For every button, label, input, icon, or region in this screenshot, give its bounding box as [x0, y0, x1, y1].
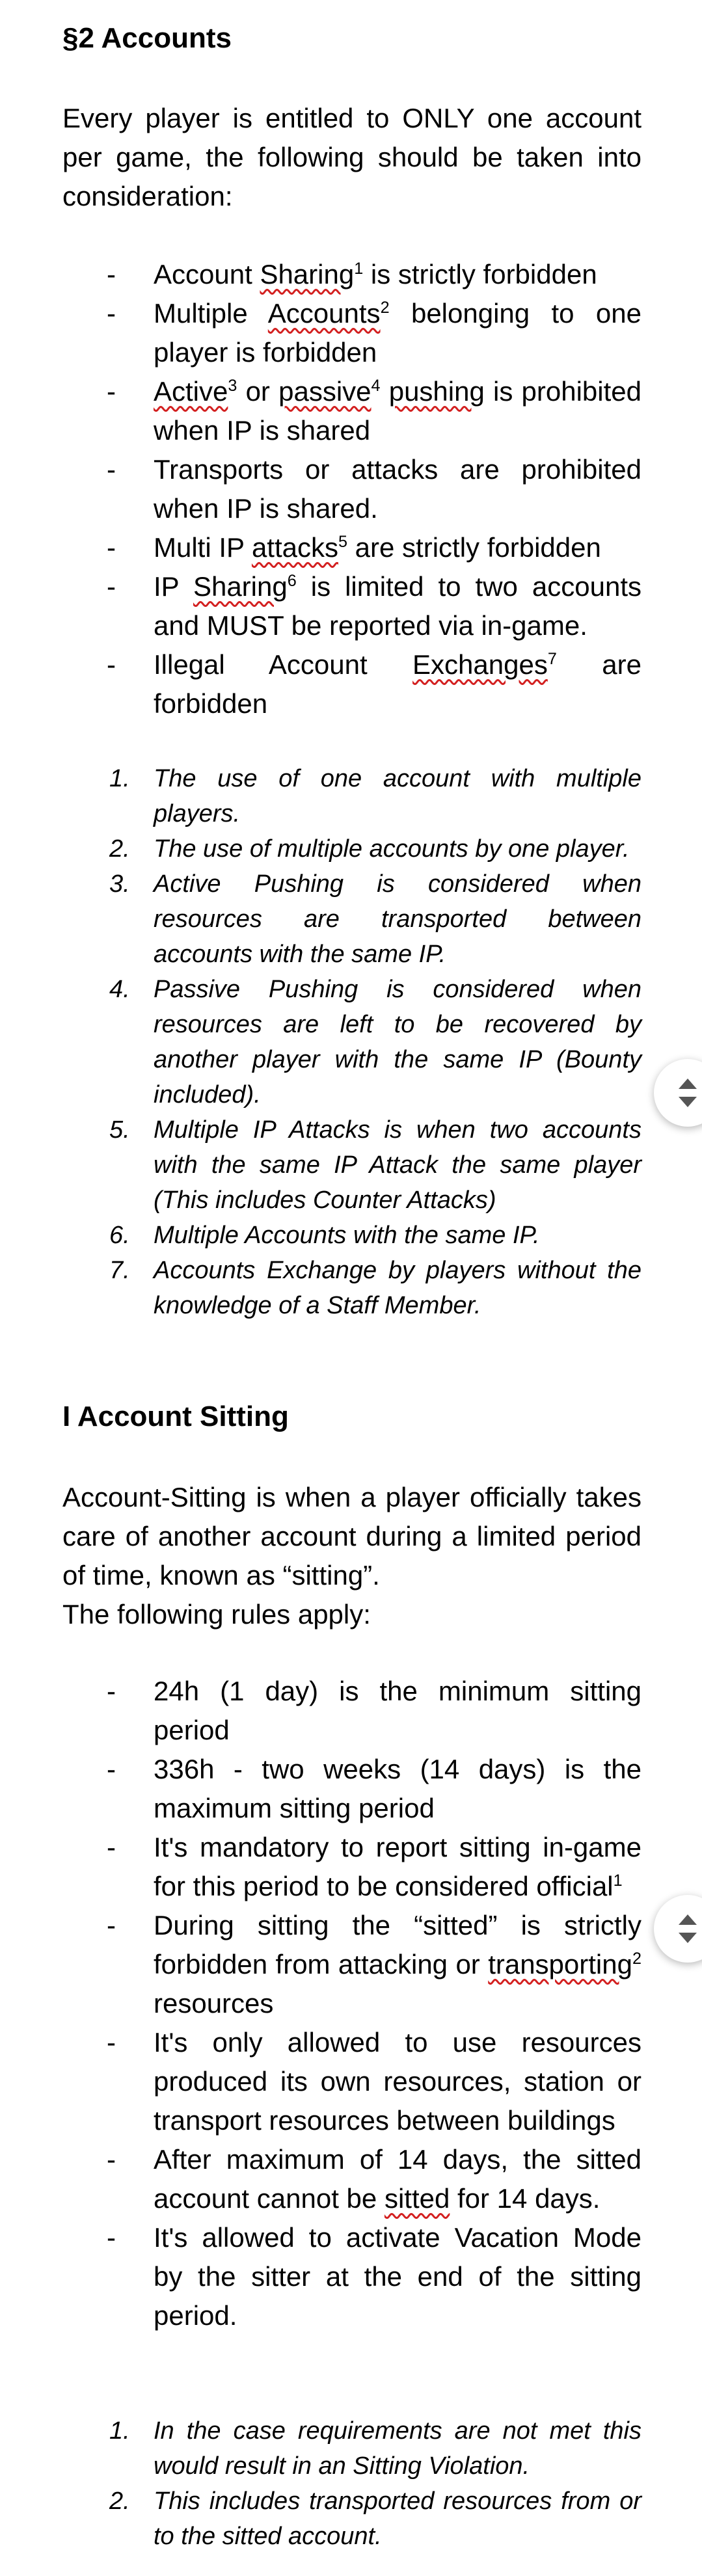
- footnote-item: 7. Accounts Exchange by players without the knowledge of a Staff Member.: [109, 1257, 641, 1319]
- rule-item: - 336h - two weeks (14 days) is the maximum sitting period: [62, 1750, 641, 1828]
- rule-item: - It's mandatory to report sitting in-game for this period to be considered official$^1$: [62, 1828, 641, 1906]
- rule-item: - During sitting the “sitted” is strictly forbidden from attacking or transporting$^2$ resources: [62, 1906, 641, 2023]
- sitting-rule-list: [62, 1672, 641, 2335]
- sitting-intro: Account-Sitting is when a player officially takes care of another account during a limited period of time, known as “sitting”. The following rules apply:: [62, 1482, 641, 1630]
- footnote-item: 4. Passive Pushing is considered when resources are left to be recovered by another player with the same IP (Bounty included).: [109, 976, 641, 1108]
- rule-item: - Active$^3$ or passive$^4$ pushing is prohibited when IP is shared: [62, 372, 641, 450]
- rule-item: - 24h (1 day) is the minimum sitting period: [62, 1672, 641, 1750]
- rule-item: - Transports or attacks are prohibited when IP is shared.: [62, 450, 641, 528]
- footnote-item: 2. This includes transported resources from or to the sitted account.: [109, 2488, 641, 2550]
- scroll-button[interactable]: [654, 1895, 702, 1963]
- sitting-footnote-list: [62, 2413, 641, 2554]
- rule-item: - It's only allowed to use resources produced its own resources, station or transport resources between buildings: [62, 2023, 641, 2140]
- footnote-item: 2. The use of multiple accounts by one player.: [109, 835, 630, 863]
- accounts-intro: Every player is entitled to ONLY one account per game, the following should be taken into consideration:: [62, 103, 641, 211]
- rule-item: - Multi IP attacks$^5$ are strictly forbidden: [62, 528, 641, 567]
- rule-item: - IP Sharing$^6$ is limited to two accounts and MUST be reported via in-game.: [62, 567, 641, 645]
- accounts-footnote-list: [62, 761, 641, 1323]
- footnote-item: 5. Multiple IP Attacks is when two accounts with the same IP Attack the same player (This includes Counter Attacks): [109, 1116, 641, 1214]
- rule-item: - Illegal Account Exchanges$^7$ are forbidden: [62, 645, 641, 723]
- footnote-item: 1. In the case requirements are not met this would result in an Sitting Violation.: [109, 2417, 641, 2480]
- scroll-up-down-icon: [676, 1075, 699, 1111]
- section-heading-account-sitting: I Account Sitting: [62, 1401, 289, 1432]
- scroll-up-down-icon: [676, 1911, 699, 1947]
- section-heading-accounts: §2 Accounts: [62, 22, 232, 54]
- rule-item: - Account Sharing$^1$ is strictly forbidden: [62, 255, 641, 294]
- footnote-item: 1. The use of one account with multiple players.: [109, 765, 641, 827]
- footnote-item: 3. Active Pushing is considered when resources are transported between accounts with the same IP.: [109, 870, 641, 968]
- rule-item: - After maximum of 14 days, the sitted account cannot be sitted for 14 days.: [62, 2140, 641, 2218]
- scroll-button[interactable]: [654, 1059, 702, 1127]
- rule-item: - It's allowed to activate Vacation Mode by the sitter at the end of the sitting period.: [62, 2218, 641, 2335]
- accounts-rule-list: [62, 255, 641, 723]
- footnote-item: 6. Multiple Accounts with the same IP.: [109, 1222, 540, 1249]
- rule-item: - Multiple Accounts$^2$ belonging to one player is forbidden: [62, 294, 641, 372]
